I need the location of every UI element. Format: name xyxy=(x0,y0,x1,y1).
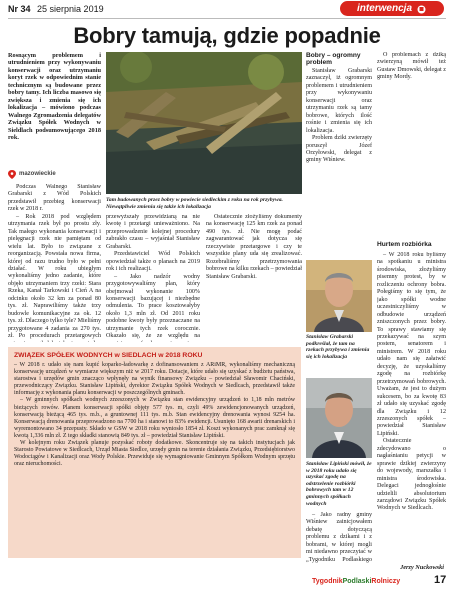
col4b-paragraph: Ostatecznie zdecydowano o nagłaśnianiu petycji w sprawie dzikiej zwierzyny do wojewody, marszałka i ministra środowiska. Delegaci jednogłośnie udzielili absolutorium zarządowi Związku Spółek Wodnych w Siedlcach. xyxy=(377,438,446,512)
alarm-icon xyxy=(416,4,427,14)
header-rule xyxy=(8,18,446,19)
column-1 xyxy=(8,184,101,342)
logo-part-2: Podlaski xyxy=(342,578,372,585)
info-box-paragraph: W kolejnym roku Związek planuje pozyskać roboty dodatkowe. Skoncentruje się na takich instytucjach jak Starosto Powiatowe w Siedlcach, Urząd Miasta Siedlce, urzędy gmin na terenie działania Związku, Przedsiębiorstwo Wodociągów i Kanalizacji oraz Wody Polskie. Przewiduje się wymagniowanie Gminnym Spółkom Wodnym sprzętu oraz nieruchomości. xyxy=(14,440,295,468)
issue-date: 25 sierpnia 2019 xyxy=(37,4,104,14)
column-4-lower xyxy=(377,252,446,562)
lead-column xyxy=(8,52,101,164)
article-lead: Rosnącym problemem i utrudnieniem przy wykonywaniu konserwacji oraz utrzymaniu koryt rzek w odpowiednim stanie technicznym są budowane przez bobry tamy. Ich liczba masowo się zwiększa i zmienia się ich lokalizacja – mówiono podczas Walnego Zgromadzenia delegatów Związku Spółek Wodnych w Sieldlach podsumowującego 2018 rok. xyxy=(8,52,101,141)
issue-number: Nr 34 xyxy=(8,4,31,14)
subhead-hurtem: Hurtem rozbiórka xyxy=(377,241,432,248)
col2-paragraph: – Jako nadzór wodny przygotowywaliśmy plan, który obejmował wykonanie 100% konserwacji bazującej i niezbędne odmulenia. To prace kosztowałyby około 1,3 mln zł. Od 2011 roku podobne kwoty były przeznaczane na utrzymanie tych rzek corocznie. Okazało się, że ze względu na xyxy=(106,273,200,340)
col3c-paragraph: Problem dziki zwierzęty poruszył Józef Orzyłowski, delegat z gminy Wiśniew. xyxy=(306,135,372,164)
issue-header xyxy=(8,4,104,14)
portrait-lipinski xyxy=(306,378,372,458)
info-box xyxy=(8,347,301,558)
col2-paragraph: przewyższały przewidzianą na nie kwotę i przetargi unieważniono. Na przeprowadzenie kolejnej procedury zabrakło czasu – wyjaśniał Stanisław Grabarski. xyxy=(106,214,200,250)
info-box-title: ZWIĄZEK SPÓŁEK WODNYCH w SIEDLACH w 2018 ROKU xyxy=(14,352,203,359)
region-tag xyxy=(8,168,101,180)
page-number: 17 xyxy=(434,574,447,586)
col1-paragraph: Podczas Walnego Stanisław Grabarski z Wód Polskich przedstawił przebieg konserwacji rzek w 2018 r. xyxy=(8,184,101,213)
col3c-paragraph: – Jako radny gminy Wiśniew zainicjowałem debatę dotyczącą problemu z dzikami i z bobrami, w której mogli mi niedawno przeczytać w „Tygodniku Podlaskiego xyxy=(306,512,372,563)
subhead-bobry: Bobry – ogromny problem xyxy=(306,52,361,66)
col3b-paragraph: Stanisław Grabarski zaznaczył, iż ogromnym problemem i utrudnieniem przy wykonywaniu konserwacji oraz utrzymaniu rzek są tamy bobrowe, których ilość rośnie i zmienia się ich lokalizacja. xyxy=(306,68,372,134)
subhead-hurtem-wrap xyxy=(377,241,446,251)
column-3-lower xyxy=(306,512,372,564)
col1-paragraph: – Rok 2018 pod względem utrzymania rzek był po prostu zły. Tak małego wykonania konserwacji i pielęgnacji rzek nie pamiętam od wielu lat. Było to związane z reorganizacją. Powstała nowa firma, której od razu trudno było w pełni działać. W roku ubiegłym wykonaliśmy jedno zadanie, które objęło utrzymaniem trzy rzeki: Stara Rzeka, Kanał Tarkowski i Cień A na odcinku około 32 km za ponad 80 tys. zł. Naprawiliśmy także trzy budowle komunikacyjne za ok. 12 tys. zł. Dlaczego tylko tyle? Mieliśmy przygotowane 4 zadania za 270 tys. zł. Po procedurach przetargowych xyxy=(8,213,101,340)
map-pin-icon xyxy=(8,170,16,179)
col4-paragraph: O problemach z dziką zwierzyną mówił też Gustaw Dmowski, delegat z gminy Mordy. xyxy=(377,52,446,81)
portrait-grabarski xyxy=(306,260,372,332)
column-3 xyxy=(206,214,302,342)
logo-part-3: Rolniczy xyxy=(371,578,401,585)
region-label: mazowieckie xyxy=(19,171,56,177)
info-box-paragraph: – W gminnych spółkach wodnych zrzeszonych w Związku stan ewidencyjny urządzeń to 1,18 mln metrów bieżących rowów. Planem konserwacji spółki objęty 577 tys. m, czyli 49% zewidencjonowanych urządzeń, konserwacją bieżącą 465 tys. m.b., a gruntownej 111 tys. m.b. Stan ewidencyjny drenowania wynosi 9254 ha. Konserwacją drenowania przeprowadzono na 7700 ha i stanowi to 83% ewidencji. Usunięto 168 awarii drenarskich i wyremontowano 34 przepusty. Składo w GSW w 2018 roku wyniosło 1854 zł. Koszt wykonanych prac zamknął się kwotą 1,336 mln zł. Z tego składki stanowią 849 tys. zł – powiedział Stanisław Lipiński. xyxy=(14,397,295,439)
article-title: Bobry tamują, gdzie popadnie xyxy=(73,23,381,48)
photo2-caption: Stanisław Grabarski podkreślał, że tam na rzekach przybywa i zmienia się ich lokalizacja xyxy=(306,334,370,360)
beaver-dam-image xyxy=(106,52,302,194)
col2-paragraph: Przedstawiciel Wód Polskich opowiedział także o planach na 2019 rok i ich realizacji. xyxy=(106,251,200,273)
photo1-caption: Tam budowanych przez bobry w powiecie siedleckim z roku na rok przybywa. Niewątpliwie zmienia się także ich lokalizacja xyxy=(106,197,283,210)
beaver-dam-photo xyxy=(106,52,302,194)
lipinski-photo xyxy=(306,378,372,458)
column-2 xyxy=(106,214,200,342)
info-box-paragraph: – W 2018 r. udało się nam kupić koparko-ładowarkę z dofinansowaniem z ARiMR, wykonaliśmy mechaniczną konserwację urządzeń w wymiarze większym niż w 2017 roku. Dotacje, które udało się uzyskać z budżetu państwa, starostwa i urzędów gmin znacząco wpłynęły na wynik finansowy Związku – powiedział Sławomir Chaciński, przewodniczący Związku. Stanisław Lipiński, dyrektor Związku Spółek Wodnych w Siedlcach, przedstawił także informację z wykonania planu konserwacji w poszczególnych gminach. xyxy=(14,362,295,397)
col3-paragraph: Ostatecznie złożyliśmy dokumenty na konserwację 125 km rzek za ponad 490 tys. zł. Nie mogę podać zagwarantować jak dotycza się rzeczywiste przetargowe i czy te wszystkie plany uda się zrealizować. Rozebraliśmy przetrzymowania bobrowe na kilku rzekach – powiedział Stanisław Grabarski. xyxy=(206,214,302,280)
grabarski-photo xyxy=(306,260,372,332)
column-4 xyxy=(377,52,446,238)
col4b-paragraph: – W 2018 roku byliśmy na spotkaniu u ministra środowiska, złożyliśmy pisemny protest, by w rozliczeniu ochrony bobra. Połegiśmy to się tym, że jako spółki wodne uczestniczyliśmy w odbudowie urządzeń zniszczonych przez bobry. To sprawy stawiamy się przekazywać na szym postem, senatorem i ministrem. W 2018 roku udało nam się załatwić decyzję, że uzyskaliśmy zgodę na rozbiórkę przetrzymowań bobrowych. Uważam, że jest to dużym sukcesem, bo za kwotę 83 zł udało się uzyskać zgodę dla Związku i 12 zrzeszonych spółek – powiedział Stanisław Lipiński. xyxy=(377,252,446,437)
column-3-right xyxy=(306,52,372,256)
article-author: Jerzy Nuckowski xyxy=(400,564,444,571)
publication-logo xyxy=(312,578,400,585)
section-label: interwencja xyxy=(356,3,413,14)
photo3-caption: Stanisław Lipiński mówił, że w 2018 roku udało się uzyskać zgodę na odstrzelenie rozbiórki bobrowych tam w 12 gminnych spółkach wodnych xyxy=(306,461,372,507)
section-badge xyxy=(340,1,444,16)
logo-part-1: Tygodnik xyxy=(312,578,343,585)
